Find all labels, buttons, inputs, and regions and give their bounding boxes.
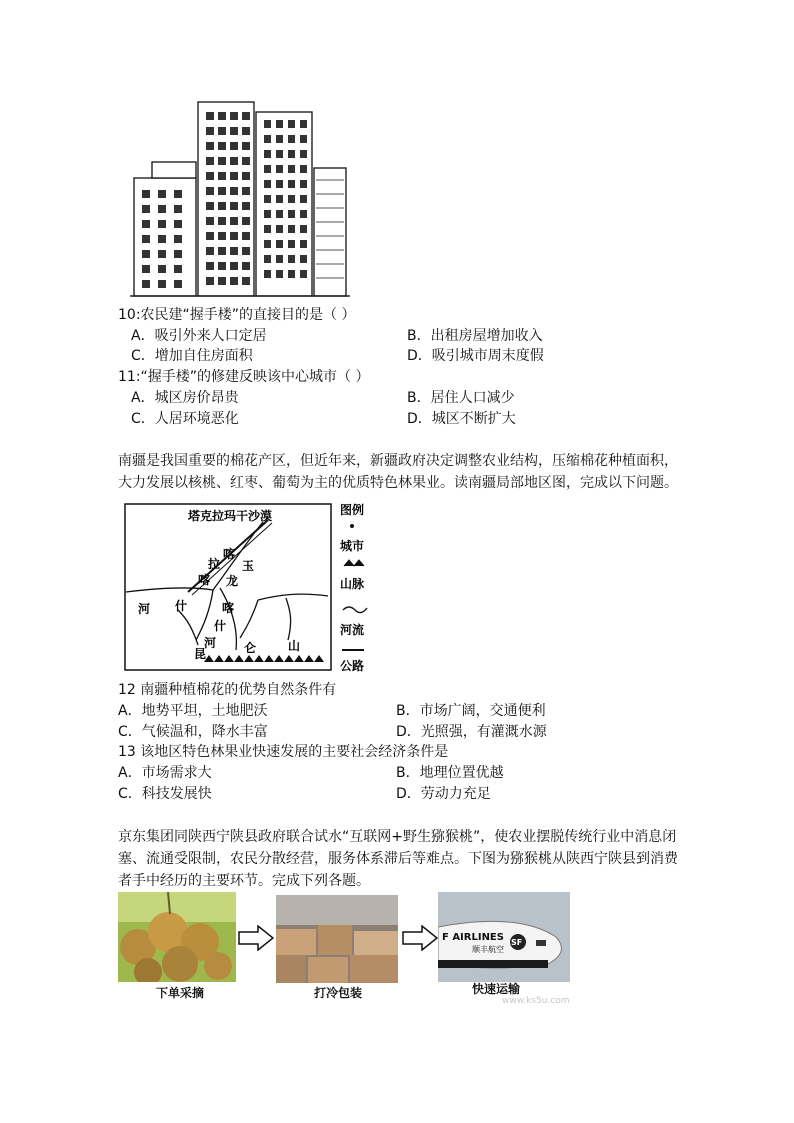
building-window [218, 127, 226, 135]
question-12-option-d: D．光照强，有灌溉水源 [396, 724, 547, 740]
building-window [142, 280, 150, 288]
question-13-stem: 13 该地区特色林果业快速发展的主要社会经济条件是 [118, 744, 449, 760]
building-window [288, 150, 295, 158]
building-window [300, 135, 307, 143]
building-window [158, 205, 166, 213]
building-window [264, 270, 271, 278]
building-window [218, 187, 226, 195]
building-window [264, 195, 271, 203]
question-11-option-d: D．城区不断扩大 [407, 411, 516, 427]
building-window [242, 277, 250, 285]
building-window [242, 262, 250, 270]
arrow-icon [402, 925, 438, 951]
legend-mountain: 山脉 [340, 577, 365, 591]
building-window [206, 247, 214, 255]
building-window [264, 210, 271, 218]
building-window [300, 240, 307, 248]
building-window [242, 247, 250, 255]
building-window [206, 187, 214, 195]
building-window [218, 217, 226, 225]
building-window [276, 240, 283, 248]
question-11-option-a: A．城区房价昂贵 [131, 390, 239, 406]
building-window [276, 195, 283, 203]
building-window [142, 190, 150, 198]
building-window [230, 232, 238, 240]
building-window [142, 220, 150, 228]
building-window [142, 235, 150, 243]
flow-step-1-caption: 下单采摘 [156, 986, 205, 1000]
building-window [264, 180, 271, 188]
question-13-option-b: B．地理位置优越 [396, 765, 504, 781]
watermark: www.ks5u.com [502, 996, 570, 1006]
arrow-icon [238, 925, 274, 951]
building-window [142, 250, 150, 258]
building-window [218, 277, 226, 285]
map-label-river-char: 喀 [198, 573, 211, 587]
building-window [174, 220, 182, 228]
building-window [218, 157, 226, 165]
building-window [276, 135, 283, 143]
map-label-river-char: 什 [175, 599, 188, 613]
question-10-option-b: B．出租房屋增加收入 [407, 328, 543, 344]
building-window [174, 235, 182, 243]
building-window [158, 250, 166, 258]
building-window [264, 150, 271, 158]
question-13-option-a: A．市场需求大 [118, 765, 212, 781]
question-11-stem: 11:“握手楼”的修建反映该中心城市（ ） [118, 369, 370, 385]
question-13-option-c: C．科技发展快 [118, 786, 212, 802]
question-11-option-c: C．人居环境恶化 [131, 411, 239, 427]
building-window [218, 112, 226, 120]
building-window [206, 262, 214, 270]
building-window [230, 157, 238, 165]
southern-xinjiang-map [118, 500, 370, 675]
building-window [288, 165, 295, 173]
building-window [264, 135, 271, 143]
building-window [242, 187, 250, 195]
map-label-river-char: 什 [214, 619, 227, 633]
building-window [158, 190, 166, 198]
building-window [242, 217, 250, 225]
legend-river: 河流 [340, 623, 365, 637]
building-window [276, 255, 283, 263]
building-window [206, 277, 214, 285]
building-window [276, 225, 283, 233]
building-window [174, 280, 182, 288]
question-12-stem: 12 南疆种植棉花的优势自然条件有 [118, 682, 337, 698]
building-window [264, 120, 271, 128]
legend-road: 公路 [340, 659, 365, 673]
map-label-river-char: 喀 [222, 601, 235, 615]
building-window [264, 255, 271, 263]
building-window [242, 112, 250, 120]
building-window [206, 127, 214, 135]
building-window [230, 172, 238, 180]
building-window [174, 250, 182, 258]
packaging-warehouse-photo [276, 895, 398, 983]
building-window [174, 190, 182, 198]
building-window [230, 217, 238, 225]
building-window [300, 210, 307, 218]
building-window [230, 247, 238, 255]
building-window [174, 205, 182, 213]
question-10-stem: 10:农民建“握手楼”的直接目的是（ ） [118, 307, 356, 323]
question-10-option-a: A．吸引外来人口定居 [131, 328, 267, 344]
building-window [276, 210, 283, 218]
handshake-buildings-illustration [130, 98, 350, 298]
building-window [218, 262, 226, 270]
building-window [288, 240, 295, 248]
building-window [288, 210, 295, 218]
building-window [288, 225, 295, 233]
building-window [206, 172, 214, 180]
sf-airlines-plane-photo [438, 892, 570, 982]
question-12-option-b: B．市场广阔，交通便利 [396, 703, 546, 719]
building-window [158, 265, 166, 273]
question-12-option-a: A．地势平坦，土地肥沃 [118, 703, 268, 719]
map-label-river-char: 河 [138, 602, 151, 616]
building-window [276, 120, 283, 128]
building-window [230, 262, 238, 270]
map-label-river-char: 龙 [226, 574, 239, 588]
building-window [158, 220, 166, 228]
building-window [288, 135, 295, 143]
city-icon [350, 524, 354, 528]
kiwi-fruit-photo [118, 892, 236, 982]
building-window [142, 265, 150, 273]
building-window [242, 202, 250, 210]
building-window [276, 180, 283, 188]
map-label-river-char: 玉 [242, 559, 255, 573]
legend-title: 图例 [340, 503, 365, 517]
building-window [218, 247, 226, 255]
question-11-option-b: B．居住人口减少 [407, 390, 515, 406]
building-window [276, 270, 283, 278]
building-window [206, 142, 214, 150]
building-window [218, 172, 226, 180]
plane-chinese-text: 顺丰航空 [472, 945, 504, 954]
building-window [206, 202, 214, 210]
flow-step-3-caption: 快速运输 [472, 982, 521, 996]
building-window [300, 120, 307, 128]
building-window [218, 232, 226, 240]
building-window [242, 172, 250, 180]
building-window [206, 112, 214, 120]
building-window [158, 280, 166, 288]
building-window [230, 112, 238, 120]
building-window [300, 180, 307, 188]
building-window [300, 225, 307, 233]
map-label-river-char: 喀 [223, 547, 236, 561]
building-window [206, 217, 214, 225]
question-12-option-c: C．气候温和，降水丰富 [118, 724, 268, 740]
building-window [300, 255, 307, 263]
building-window [174, 265, 182, 273]
building-window [230, 142, 238, 150]
building-window [276, 150, 283, 158]
passage-kiwi: 京东集团同陕西宁陕县政府联合试水“互联网+野生猕猴桃”，使农业摆脱传统行业中消息闭塞、流通受限制，农民分散经营，服务体系滞后等难点。下图为猕猴桃从陕西宁陕县到消费者手中经历的主要环节。完成下列各题。 [118, 829, 678, 889]
map-label-kunlun: 仑 [244, 641, 257, 655]
building-window [276, 165, 283, 173]
building-window [218, 202, 226, 210]
legend-city: 城市 [340, 539, 365, 553]
building-window [158, 235, 166, 243]
mountain-icon [344, 560, 364, 566]
question-13-option-d: D．劳动力充足 [396, 786, 491, 802]
plane-airline-text: F AIRLINES [442, 932, 504, 943]
map-label-desert: 塔克拉玛干沙漠 [188, 509, 273, 523]
building-window [264, 240, 271, 248]
question-10-option-c: C．增加自住房面积 [131, 348, 253, 364]
building-window [300, 165, 307, 173]
building-window [242, 157, 250, 165]
building-window [218, 142, 226, 150]
building-window [288, 120, 295, 128]
building-window [288, 195, 295, 203]
building-window [300, 150, 307, 158]
building-window [242, 142, 250, 150]
question-10-option-d: D．吸引城市周末度假 [407, 348, 544, 364]
building-window [230, 187, 238, 195]
map-label-kunlun: 山 [288, 639, 301, 653]
passage-cotton: 南疆是我国重要的棉花产区，但近年来，新疆政府决定调整农业结构，压缩棉花种植面积，大力发展以核桃、红枣、葡萄为主的优质特色林果业。读南疆局部地区图，完成以下问题。 [118, 453, 678, 491]
map-label-river-char: 河 [204, 636, 217, 650]
building-window [288, 270, 295, 278]
building-window [230, 277, 238, 285]
building-window [142, 205, 150, 213]
building-window [264, 165, 271, 173]
building-window [206, 232, 214, 240]
sf-logo: SF [511, 938, 523, 947]
building-window [230, 127, 238, 135]
map-label-kunlun: 昆 [194, 647, 207, 661]
map-label-river-char: 拉 [208, 557, 221, 571]
river-icon [343, 607, 367, 613]
building-window [206, 157, 214, 165]
building-window [242, 232, 250, 240]
building-window [300, 270, 307, 278]
building-window [230, 202, 238, 210]
building-window [242, 127, 250, 135]
building-window [300, 195, 307, 203]
building-window [264, 225, 271, 233]
flow-step-2-caption: 打冷包装 [314, 986, 363, 1000]
building-window [288, 255, 295, 263]
building-window [288, 180, 295, 188]
